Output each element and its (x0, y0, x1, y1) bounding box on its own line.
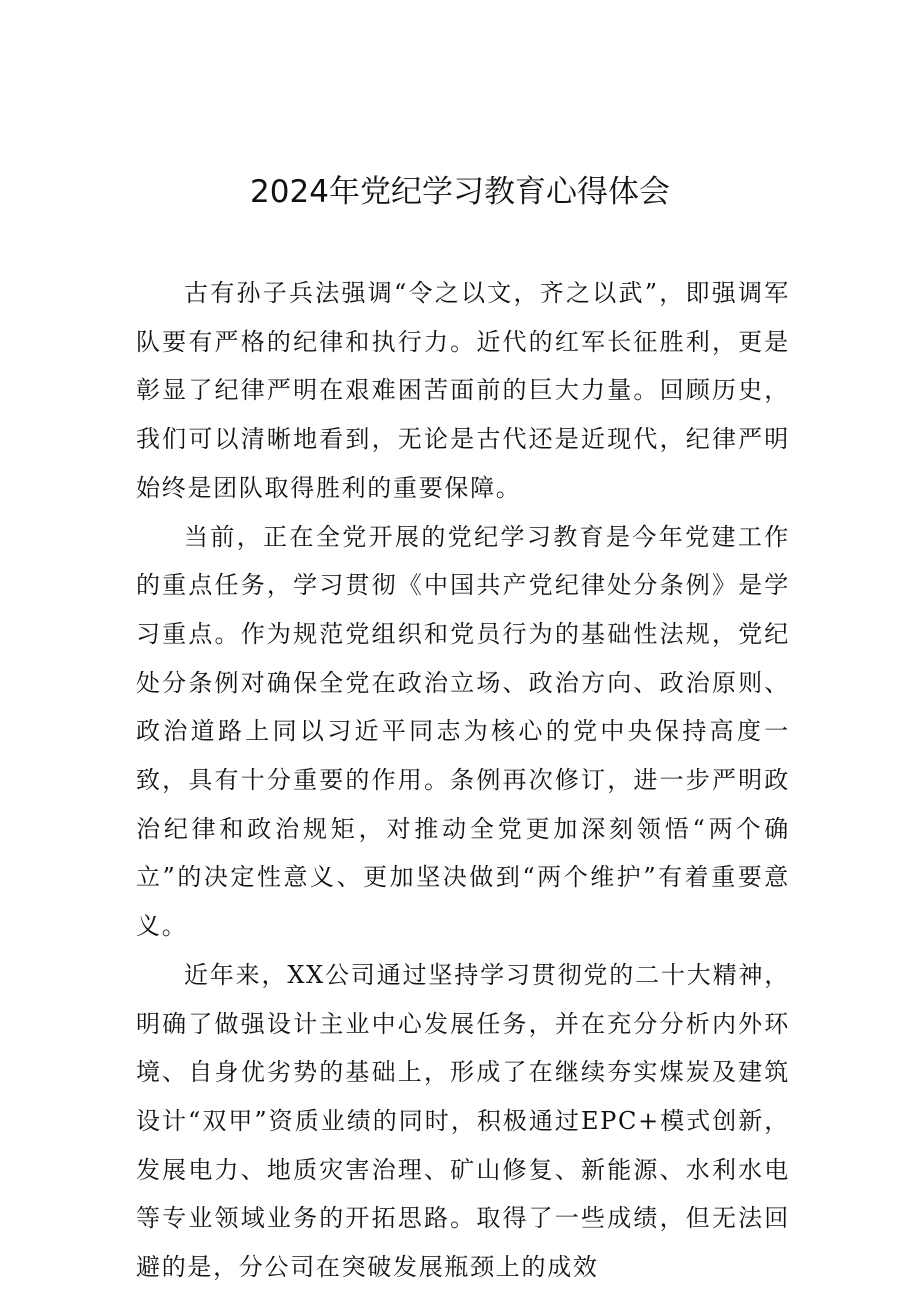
document-body (136, 269, 790, 1292)
document-title: 2024年党纪学习教育心得体会 (250, 174, 670, 210)
paragraph-1: 古有孙子兵法强调“令之以文，齐之以武”，即强调军队要有严格的纪律和执行力。近代的红军长征胜利，更是彰显了纪律严明在艰难困苦面前的巨大力量。回顾历史，我们可以清晰地看到，无论是古代还是近现代，纪律严明始终是团队取得胜利的重要保障。 (136, 279, 790, 502)
paragraph-2: 当前，正在全党开展的党纪学习教育是今年党建工作的重点任务，学习贯彻《中国共产党纪律处分条例》是学习重点。作为规范党组织和党员行为的基础性法规，党纪处分条例对确保全党在政治立场、政治方向、政治原则、政治道路上同以习近平同志为核心的党中央保持高度一致，具有十分重要的作用。条例再次修订，进一步严明政治纪律和政治规矩，对推动全党更加深刻领悟“两个确立”的决定性意义、更加坚决做到“两个维护”有着重要意义。 (136, 522, 790, 941)
paragraph-3: 近年来，XX公司通过坚持学习贯彻党的二十大精神，明确了做强设计主业中心发展任务，并在充分分析内外环境、自身优劣势的基础上，形成了在继续夯实煤炭及建筑设计“双甲”资质业绩的同时，积极通过EPC+模式创新，发展电力、地质灾害治理、矿山修复、新能源、水利水电等专业领域业务的开拓思路。取得了一些成绩，但无法回避的是，分公司在突破发展瓶颈上的成效 (136, 960, 790, 1282)
